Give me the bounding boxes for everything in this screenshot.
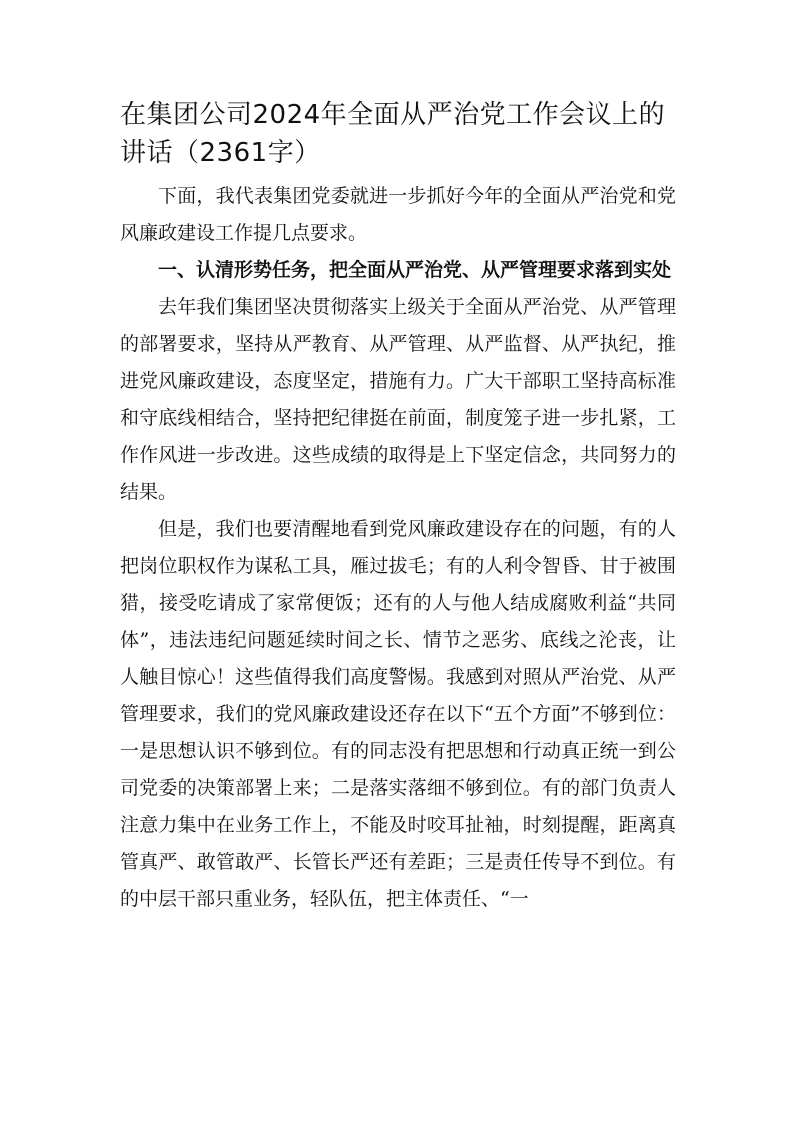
document-title: 在集团公司2024年全面从严治党工作会议上的讲话（2361字） — [120, 100, 666, 168]
paragraph-intro: 下面，我代表集团党委就进一步抓好今年的全面从严治党和党风廉政建设工作提几点要求。 — [120, 185, 676, 244]
paragraph-problems: 但是，我们也要清醒地看到党风廉政建设存在的问题，有的人把岗位职权作为谋私工具，雁过拔毛；有的人利令智昏、甘于被围猎，接受吃请成了家常便饭；还有的人与他人结成腐败利益“共同体”，违法违纪问题延续时间之长、情节之恶劣、底线之沦丧，让人触目惊心！这些值得我们高度警惕。我感到对照从严治党、从严管理要求，我们的党风廉政建设还存在以下“五个方面”不够到位：一是思想认识不够到位。有的同志没有把思想和行动真正统一到公司党委的决策部署上来；二是落实落细不够到位。有的部门负责人注意力集中在业务工作上，不能及时咬耳扯袖，时刻提醒，距离真管真严、敢管敢严、长管长严还有差距；三是责任传导不到位。有的中层干部只重业务，轻队伍，把主体责任、“一 — [120, 518, 676, 910]
section-heading-1: 一、认清形势任务，把全面从严治党、从严管理要求落到实处 — [158, 259, 672, 281]
document-body — [120, 96, 676, 918]
paragraph-achievements: 去年我们集团坚决贯彻落实上级关于全面从严治党、从严管理的部署要求，坚持从严教育、从严管理、从严监督、从严执纪，推进党风廉政建设，态度坚定，措施有力。广大干部职工坚持高标准和守底线相结合，坚持把纪律挺在前面，制度笼子进一步扎紧，工作作风进一步改进。这些成绩的取得是上下坚定信念，共同努力的结果。 — [120, 296, 676, 503]
